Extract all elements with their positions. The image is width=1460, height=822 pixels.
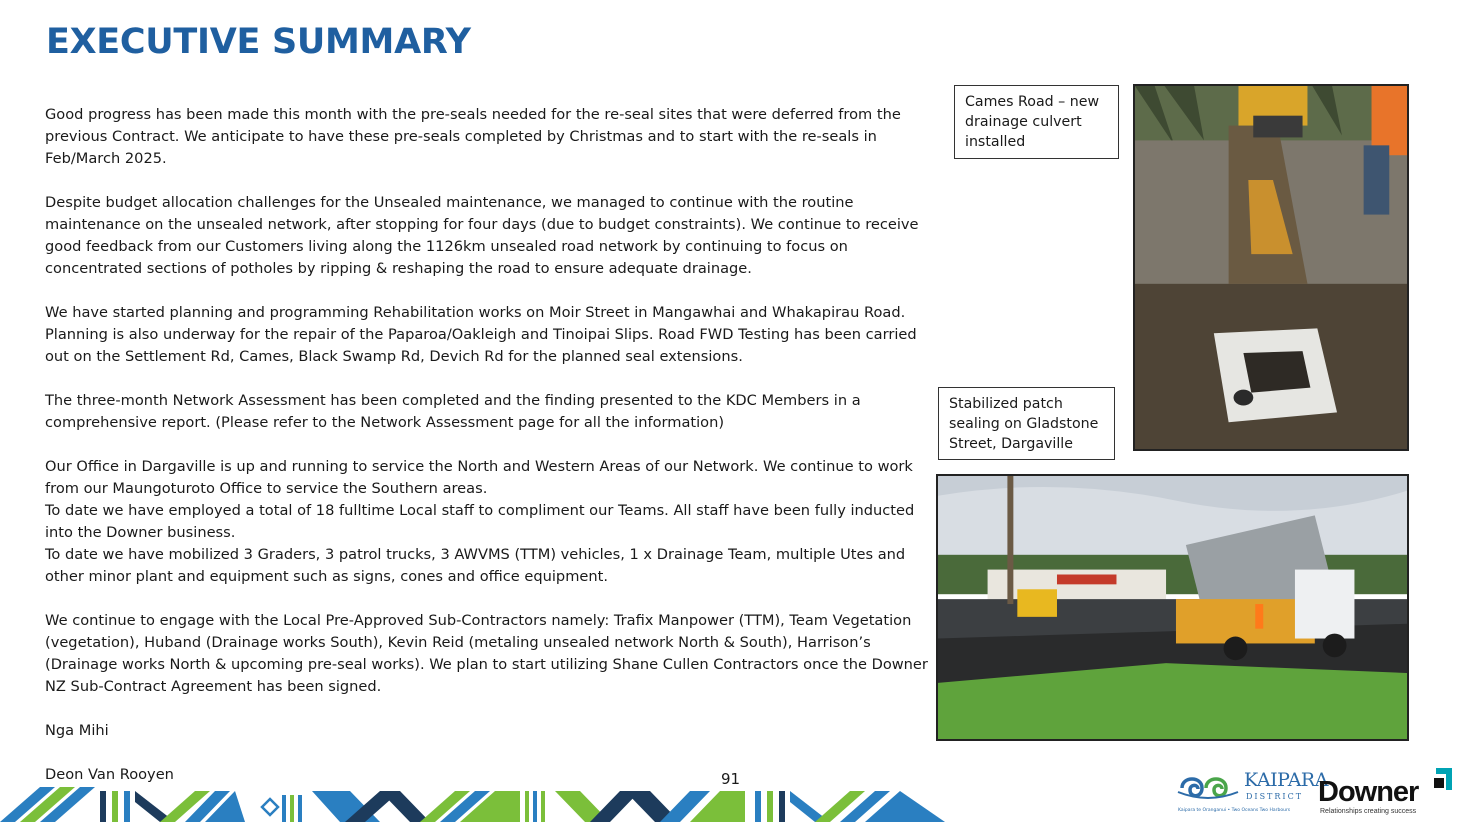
downer-tagline: Relationships creating success — [1320, 808, 1417, 815]
kaipara-logo — [1176, 768, 1328, 816]
caption-culvert: Cames Road – new drainage culvert installed — [954, 85, 1119, 159]
kaipara-district: DISTRICT — [1246, 792, 1304, 801]
downer-logo — [1316, 768, 1456, 818]
kaipara-emblem-icon — [1176, 770, 1240, 806]
culvert-photo — [1133, 84, 1409, 451]
paragraph-rehabilitation-planning: We have started planning and programming Rehabilitation works on Moir Street in Mangawhai and Whakapirau Road. Planning is also underway for the repair of the Paparoa/Oakleigh and Tinoipai Slips. Road FWD Testing has been carried out on the Settlement Rd, Cames, Black Swamp Rd, Devich Rd for the planned seal extensions. — [45, 304, 917, 365]
page-title: EXECUTIVE SUMMARY — [46, 22, 471, 62]
summary-body — [45, 104, 930, 808]
paragraph-subcontractors: We continue to engage with the Local Pre-Approved Sub-Contractors namely: Trafix Manpower (TTM), Team Vegetation (vegetation), Huband (Drainage works South), Kevin Reid (metaling unsealed network North & South), Harrison’s (Drainage works North & upcoming pre-seal works). We plan to start utilizing Shane Cullen Contractors once the Downer NZ Sub-Contract Agreement has been signed. — [45, 612, 928, 695]
caption-patch-sealing: Stabilized patch sealing on Gladstone Street, Dargaville — [938, 387, 1115, 460]
paragraph-mobilization: To date we have mobilized 3 Graders, 3 patrol trucks, 3 AWVMS (TTM) vehicles, 1 x Drainage Team, multiple Utes and other minor plant and equipment such as signs, cones and office equipment. — [45, 546, 906, 585]
signature-name: Deon Van Rooyen — [45, 766, 174, 783]
page-number: 91 — [721, 770, 741, 788]
paragraph-staff: To date we have employed a total of 18 fulltime Local staff to compliment our Teams. All staff have been fully inducted into the Downer business. — [45, 502, 915, 541]
footer-pattern — [0, 787, 950, 822]
closing-greeting: Nga Mihi — [45, 722, 109, 739]
paragraph-unsealed-maintenance: Despite budget allocation challenges for the Unsealed maintenance, we managed to continue with the routine maintenance on the unsealed network, after stopping for four days (due to budget constraints). We continue to receive good feedback from our Customers living along the 1126km unsealed road network by continuing to focus on concentrated sections of potholes by ripping & reshaping the road to ensure adequate drainage. — [45, 194, 919, 277]
paragraph-reseal-progress: Good progress has been made this month with the pre-seals needed for the re-seal sites that were deferred from the previous Contract. We anticipate to have these pre-seals completed by Christmas and to start with the re-seals in Feb/March 2025. — [45, 106, 901, 167]
downer-mark-icon — [1426, 768, 1454, 802]
downer-name: Downer — [1318, 776, 1419, 808]
kaipara-name: KAIPARA — [1244, 769, 1328, 791]
patch-sealing-photo — [936, 474, 1409, 741]
kaipara-tagline: Kaipara te Oranganui • Two Oceans Two Harbours — [1178, 808, 1291, 813]
paragraph-office: Our Office in Dargaville is up and running to service the North and Western Areas of our Network. We continue to work from our Maungoturoto Office to service the Southern areas. — [45, 458, 913, 497]
paragraph-network-assessment: The three-month Network Assessment has been completed and the finding presented to the KDC Members in a comprehensive report. (Please refer to the Network Assessment page for all the information) — [45, 392, 861, 431]
